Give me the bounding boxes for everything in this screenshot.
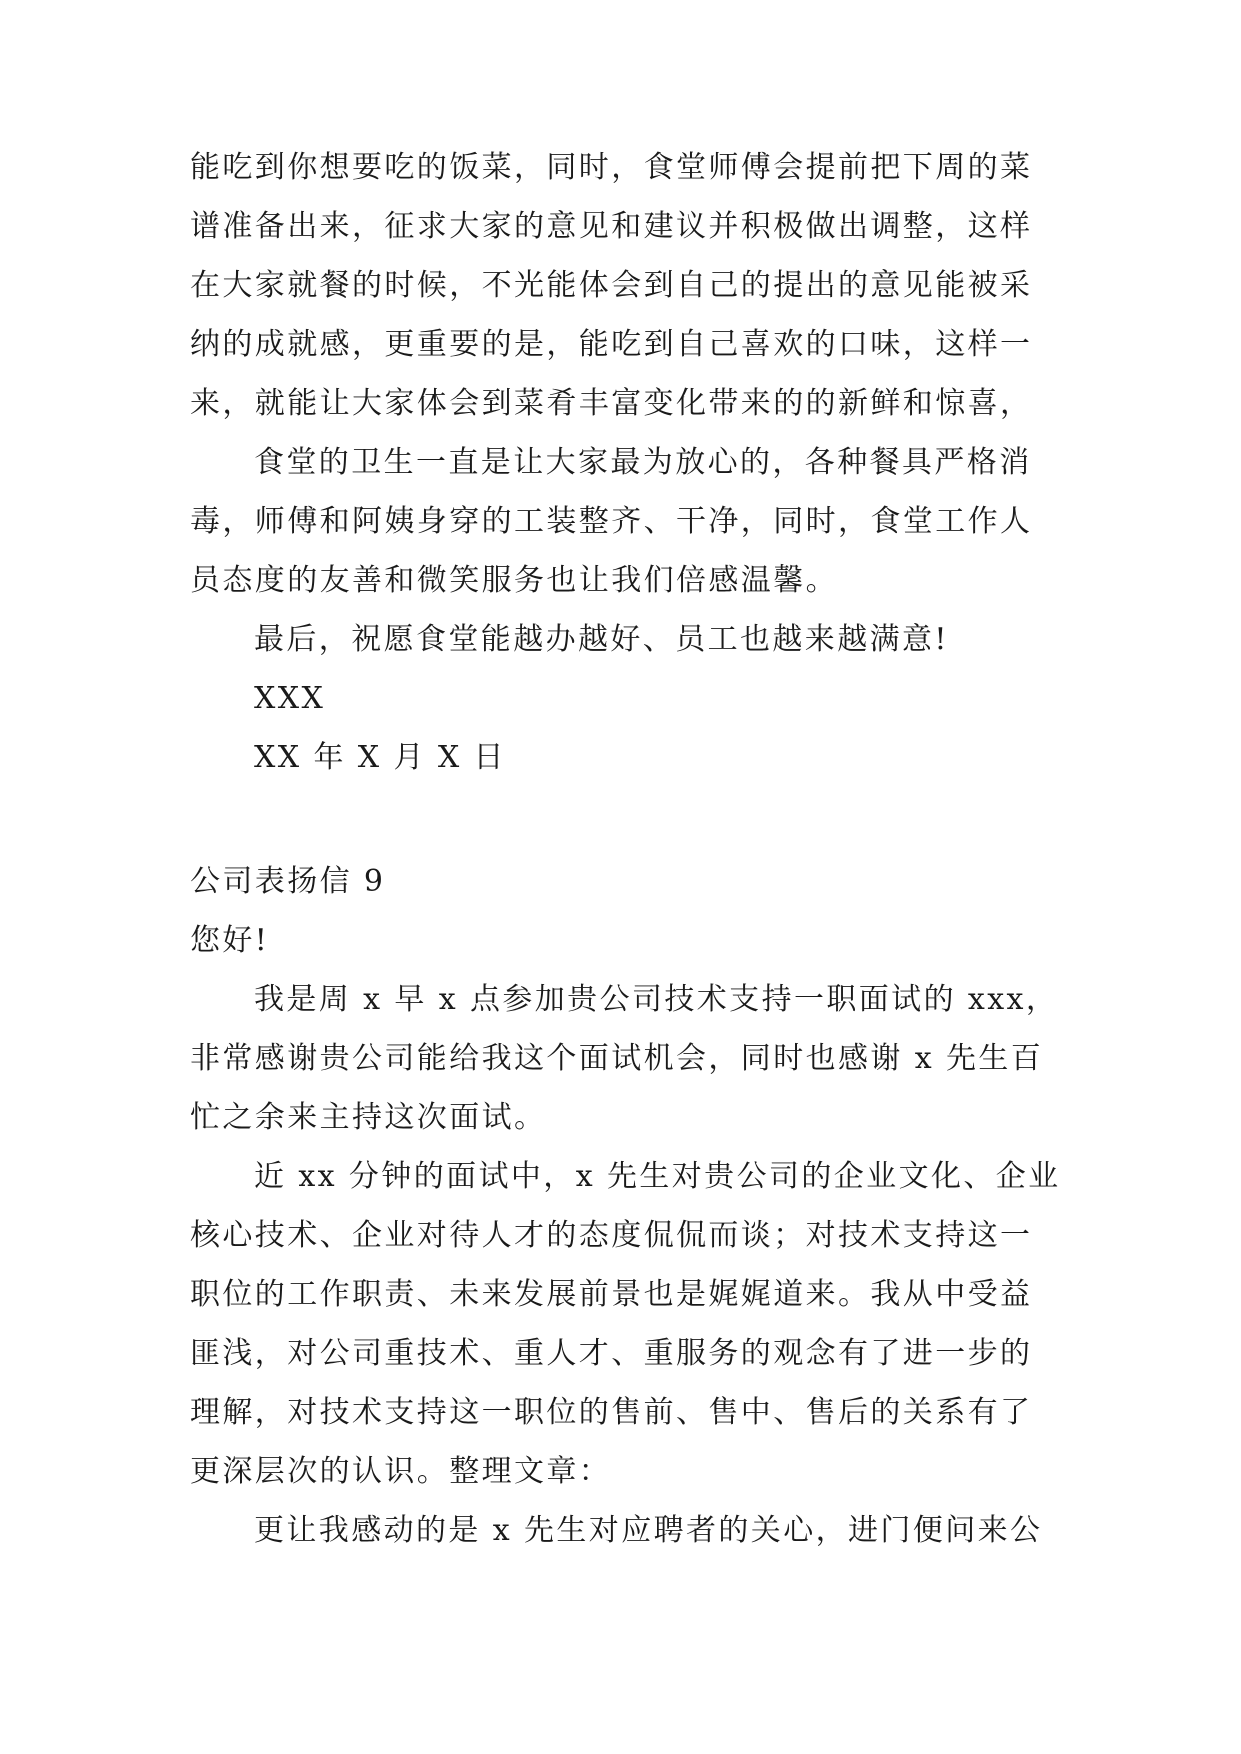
text-line: 纳的成就感，更重要的是，能吃到自己喜欢的口味，这样一 bbox=[190, 327, 1033, 362]
text-line: 来，就能让大家体会到菜肴丰富变化带来的的新鲜和惊喜， bbox=[190, 386, 1033, 421]
paragraph-interviewer-care bbox=[190, 1501, 1060, 1560]
text-line: 近 xx 分钟的面试中，x 先生对贵公司的企业文化、企业 bbox=[254, 1159, 1061, 1194]
text-line: 匪浅，对公司重技术、重人才、重服务的观念有了进一步的 bbox=[190, 1336, 1033, 1371]
text-line: 核心技术、企业对待人才的态度侃侃而谈；对技术支持这一 bbox=[190, 1218, 1033, 1253]
text-line: 更让我感动的是 x 先生对应聘者的关心，进门便问来公 bbox=[254, 1513, 1043, 1548]
paragraph-interview-content bbox=[190, 1147, 1060, 1501]
signature-date: XX 年 X 月 X 日 bbox=[254, 740, 506, 775]
greeting: 您好! bbox=[190, 923, 270, 958]
closing-line bbox=[190, 610, 1060, 669]
text-line: 食堂的卫生一直是让大家最为放心的，各种餐具严格消 bbox=[254, 445, 1032, 480]
text-line: 更深层次的认识。整理文章： bbox=[190, 1454, 612, 1489]
text-line: 理解，对技术支持这一职位的售前、售中、售后的关系有了 bbox=[190, 1395, 1033, 1430]
text-line: 毒，师傅和阿姨身穿的工装整齐、干净，同时，食堂工作人 bbox=[190, 504, 1033, 539]
closing-text: 最后，祝愿食堂能越办越好、员工也越来越满意! bbox=[254, 622, 949, 657]
signature-block bbox=[190, 669, 1060, 787]
text-line: 职位的工作职责、未来发展前景也是娓娓道来。我从中受益 bbox=[190, 1277, 1033, 1312]
text-line: 忙之余来主持这次面试。 bbox=[190, 1100, 547, 1135]
text-line: 在大家就餐的时候，不光能体会到自己的提出的意见能被采 bbox=[190, 268, 1033, 303]
text-line: 员态度的友善和微笑服务也让我们倍感温馨。 bbox=[190, 563, 838, 598]
paragraph-interview-thanks bbox=[190, 970, 1060, 1147]
section-title: 公司表扬信 9 bbox=[190, 864, 386, 899]
section-heading bbox=[190, 852, 1060, 970]
text-line: 谱准备出来，征求大家的意见和建议并积极做出调整，这样 bbox=[190, 209, 1033, 244]
text-line: 非常感谢贵公司能给我这个面试机会，同时也感谢 x 先生百 bbox=[190, 1041, 1044, 1076]
signature-name: XXX bbox=[254, 681, 326, 716]
paragraph-canteen-hygiene bbox=[190, 433, 1060, 610]
text-line: 能吃到你想要吃的饭菜，同时，食堂师傅会提前把下周的菜 bbox=[190, 150, 1033, 185]
text-line: 我是周 x 早 x 点参加贵公司技术支持一职面试的 xxx， bbox=[254, 982, 1059, 1017]
paragraph-canteen-menu bbox=[190, 138, 1060, 433]
